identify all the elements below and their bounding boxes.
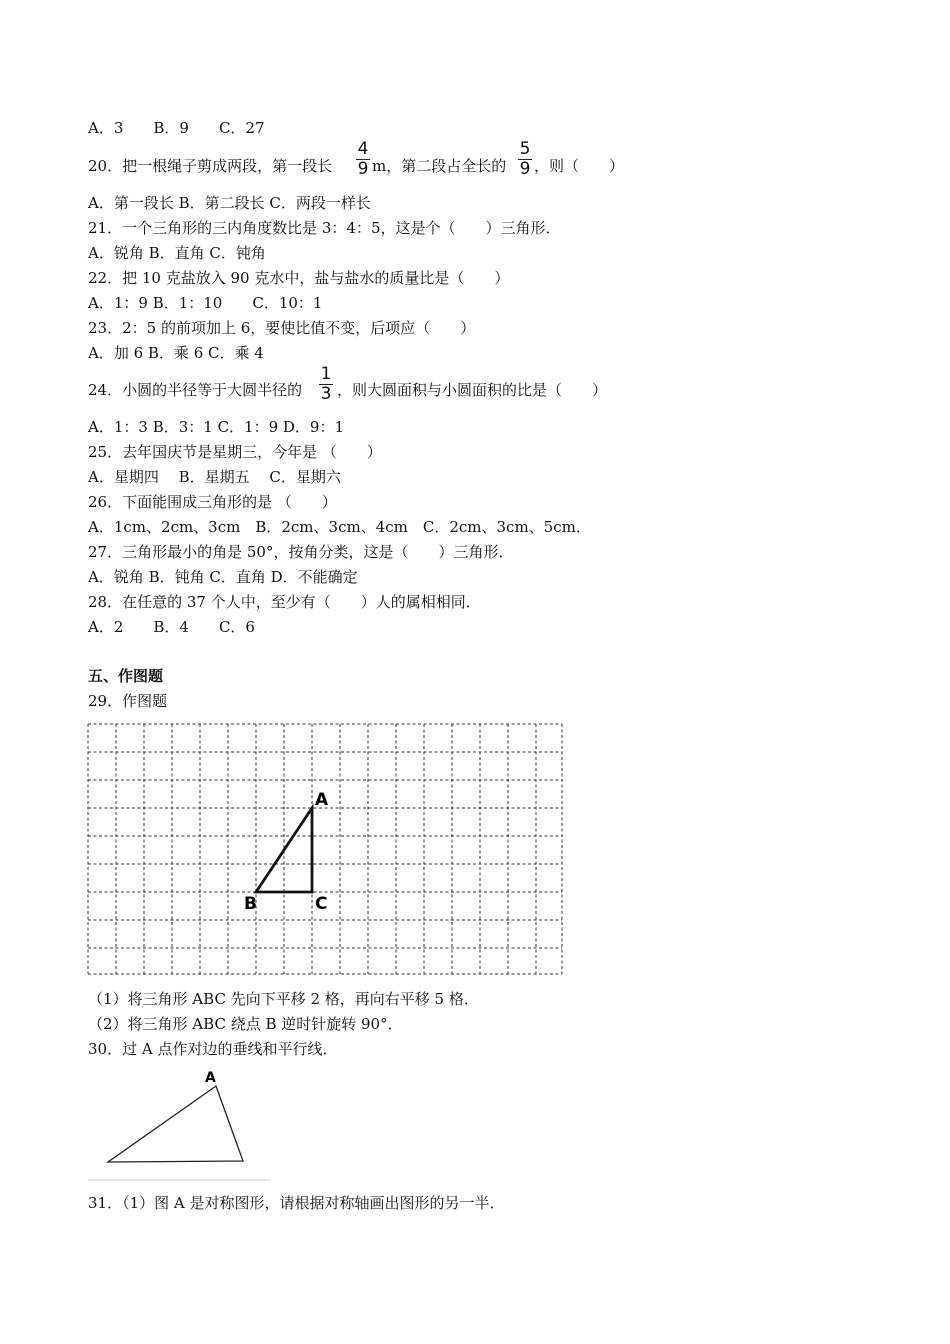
q23-options: A．加 6 B．乘 6 C．乘 4 bbox=[88, 344, 264, 362]
q27-options: A．锐角 B．钝角 C．直角 D．不能确定 bbox=[88, 568, 358, 586]
triangle bbox=[108, 1086, 243, 1162]
q29-sub-2: （2）将三角形 ABC 绕点 B 逆时针旋转 90°． bbox=[88, 1015, 403, 1033]
q20-text-after: ，则（ ） bbox=[534, 157, 625, 175]
fraction-denominator: 3 bbox=[320, 384, 332, 404]
q22-question: 22．把 10 克盐放入 90 克水中，盐与盐水的质量比是（ ） bbox=[88, 269, 510, 287]
q19-options: A．3 B．9 C．27 bbox=[88, 119, 265, 137]
label-b: B bbox=[244, 894, 257, 914]
q25-options: A．星期四 B．星期五 C．星期六 bbox=[88, 468, 341, 486]
q31-question: 31．（1）图 A 是对称图形，请根据对称轴画出图形的另一半． bbox=[88, 1194, 505, 1212]
q29-sub-1: （1）将三角形 ABC 先向下平移 2 格，再向右平移 5 格． bbox=[88, 990, 479, 1008]
label-c: C bbox=[315, 894, 328, 914]
q27-question: 27．三角形最小的角是 50°，按角分类，这是（ ）三角形． bbox=[88, 543, 514, 561]
q24-options: A．1：3 B．3：1 C．1：9 D．9：1 bbox=[88, 418, 345, 436]
fraction-denominator: 9 bbox=[357, 159, 369, 179]
label-a: A bbox=[315, 790, 329, 810]
fraction-numerator: 5 bbox=[519, 139, 531, 159]
q22-options: A．1：9 B．1：10 C．10：1 bbox=[88, 294, 323, 312]
grid-lines bbox=[88, 724, 562, 974]
section-5-title: 五、作图题 bbox=[88, 667, 164, 685]
q28-options: A．2 B．4 C．6 bbox=[88, 618, 255, 636]
q24-fraction bbox=[319, 366, 333, 403]
q20-options: A．第一段长 B．第二段长 C．两段一样长 bbox=[88, 194, 371, 212]
q20-fraction-2 bbox=[518, 141, 532, 178]
fraction-numerator: 1 bbox=[320, 364, 332, 384]
q29-grid-figure bbox=[86, 722, 564, 976]
q30-triangle-figure bbox=[86, 1064, 276, 1184]
q24-text-before: 24．小圆的半径等于大圆半径的 bbox=[88, 381, 303, 399]
q20-text-before: 20．把一根绳子剪成两段，第一段长 bbox=[88, 157, 333, 175]
q21-options: A．锐角 B．直角 C．钝角 bbox=[88, 244, 266, 262]
q30-question: 30．过 A 点作对边的垂线和平行线． bbox=[88, 1040, 338, 1058]
q26-options: A．1cm、2cm、3cm B．2cm、3cm、4cm C．2cm、3cm、5cm． bbox=[88, 518, 591, 536]
q20-fraction-1 bbox=[356, 141, 370, 178]
fraction-denominator: 9 bbox=[519, 159, 531, 179]
q28-question: 28．在任意的 37 个人中，至少有（ ）人的属相相同． bbox=[88, 593, 481, 611]
q29-question: 29．作图题 bbox=[88, 692, 168, 710]
q20-text-mid: m，第二段占全长的 bbox=[372, 157, 507, 175]
q23-question: 23．2：5 的前项加上 6，要使比值不变，后项应（ ） bbox=[88, 319, 476, 337]
q26-question: 26．下面能围成三角形的是 （ ） bbox=[88, 493, 337, 511]
q21-question: 21．一个三角形的三内角度数比是 3：4：5，这是个（ ）三角形． bbox=[88, 219, 561, 237]
q25-question: 25．去年国庆节是星期三，今年是 （ ） bbox=[88, 443, 382, 461]
fraction-numerator: 4 bbox=[357, 139, 369, 159]
q24-text-after: ，则大圆面积与小圆面积的比是（ ） bbox=[337, 381, 608, 399]
label-a: A bbox=[205, 1070, 216, 1086]
